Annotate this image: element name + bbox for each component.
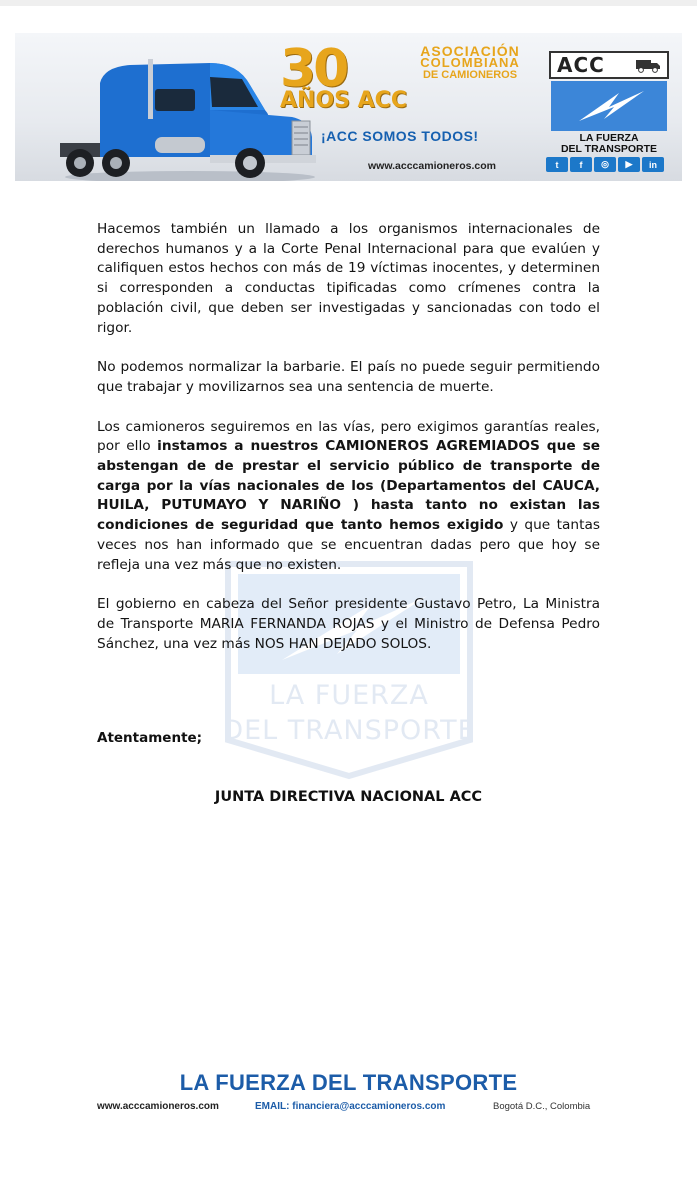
paragraph-3-end: y que tantas veces nos han informado que se encuentran dadas pero que hoy se refleja una vez más que no existen. bbox=[97, 517, 600, 573]
social-icons bbox=[546, 157, 664, 172]
organization-line-3: DE CAMIONEROS bbox=[422, 69, 518, 81]
logo-caption bbox=[549, 133, 669, 155]
logo-caption-line-2: DEL TRANSPORTE bbox=[560, 143, 658, 155]
logo-badge bbox=[549, 51, 669, 79]
banner-website: www.acccamioneros.com bbox=[368, 160, 496, 172]
footer-title: LA FUERZA DEL TRANSPORTE bbox=[179, 1070, 518, 1095]
logo-abbreviation: ACC bbox=[557, 53, 605, 77]
footer-city: Bogotá D.C., Colombia bbox=[493, 1101, 591, 1112]
watermark-line-1: LA FUERZA bbox=[269, 680, 429, 711]
footer-email-link[interactable]: financiera@acccamioneros.com bbox=[292, 1101, 446, 1112]
paragraph-3 bbox=[97, 418, 600, 576]
letter-body bbox=[97, 220, 600, 674]
letterhead-banner bbox=[15, 33, 682, 181]
footer-email bbox=[255, 1101, 445, 1112]
anniversary-suffix: AÑOS ACC bbox=[280, 88, 407, 113]
paragraph-1: Hacemos también un llamado a los organismos internacionales de derechos humanos y a la Corte Penal Internacional para que evalúen y califiquen estos hechos con más de 19 víctimas inocentes, y determinen si corresponden a conductas tipificadas como crímenes contra la población civil, que deben ser investigadas y sancionadas con todo el rigor. bbox=[97, 221, 600, 336]
anniversary-number: 30 bbox=[280, 39, 347, 99]
instagram-icon: ◎ bbox=[594, 157, 616, 172]
banner-slogan: ¡ACC SOMOS TODOS! bbox=[321, 128, 479, 144]
top-strip bbox=[0, 0, 697, 6]
organization-name bbox=[395, 45, 545, 81]
paragraph-2: No podemos normalizar la barbarie. El país no puede seguir permitiendo que trabajar y movilizarnos sea una sentencia de muerte. bbox=[97, 359, 600, 395]
twitter-icon: t bbox=[546, 157, 568, 172]
watermark-line-2: DEL TRANSPORTE bbox=[222, 715, 476, 746]
youtube-icon: ▶ bbox=[618, 157, 640, 172]
logo-caption-line-1: LA FUERZA bbox=[579, 132, 639, 144]
footer-email-label: EMAIL: bbox=[255, 1101, 290, 1112]
linkedin-icon: in bbox=[642, 157, 664, 172]
organization-line-2: COLOMBIANA bbox=[420, 55, 520, 70]
signature-block: JUNTA DIRECTIVA NACIONAL ACC bbox=[214, 789, 483, 805]
paragraph-4: El gobierno en cabeza del Señor presidente Gustavo Petro, La Ministra de Transporte MARIA FERNANDA ROJAS y el Ministro de Defensa Pedro Sánchez, una vez más NOS HAN DEJADO SOLOS. bbox=[97, 596, 600, 652]
footer-website-link[interactable]: www.acccamioneros.com bbox=[97, 1101, 219, 1112]
acc-logo bbox=[545, 49, 673, 155]
facebook-icon: f bbox=[570, 157, 592, 172]
closing-salutation: Atentamente; bbox=[97, 730, 203, 746]
paragraph-3-intro: Los camioneros seguiremos en las vías, pero exigimos garantías reales, por ello bbox=[97, 418, 600, 455]
truck-mini-icon bbox=[635, 57, 661, 73]
paragraph-3-emphasis: instamos a nuestros CAMIONEROS AGREMIADOS que se abstengan de de prestar el servicio público de transporte de carga por la vías nacionales de los (Departamentos del CAUCA, HUILA, PUTUMAYO Y NARIÑO ) hasta tanto no existan las condiciones de seguridad que tanto hemos exigido bbox=[97, 438, 600, 534]
organization-line-1: ASOCIACIÓN bbox=[420, 43, 520, 59]
